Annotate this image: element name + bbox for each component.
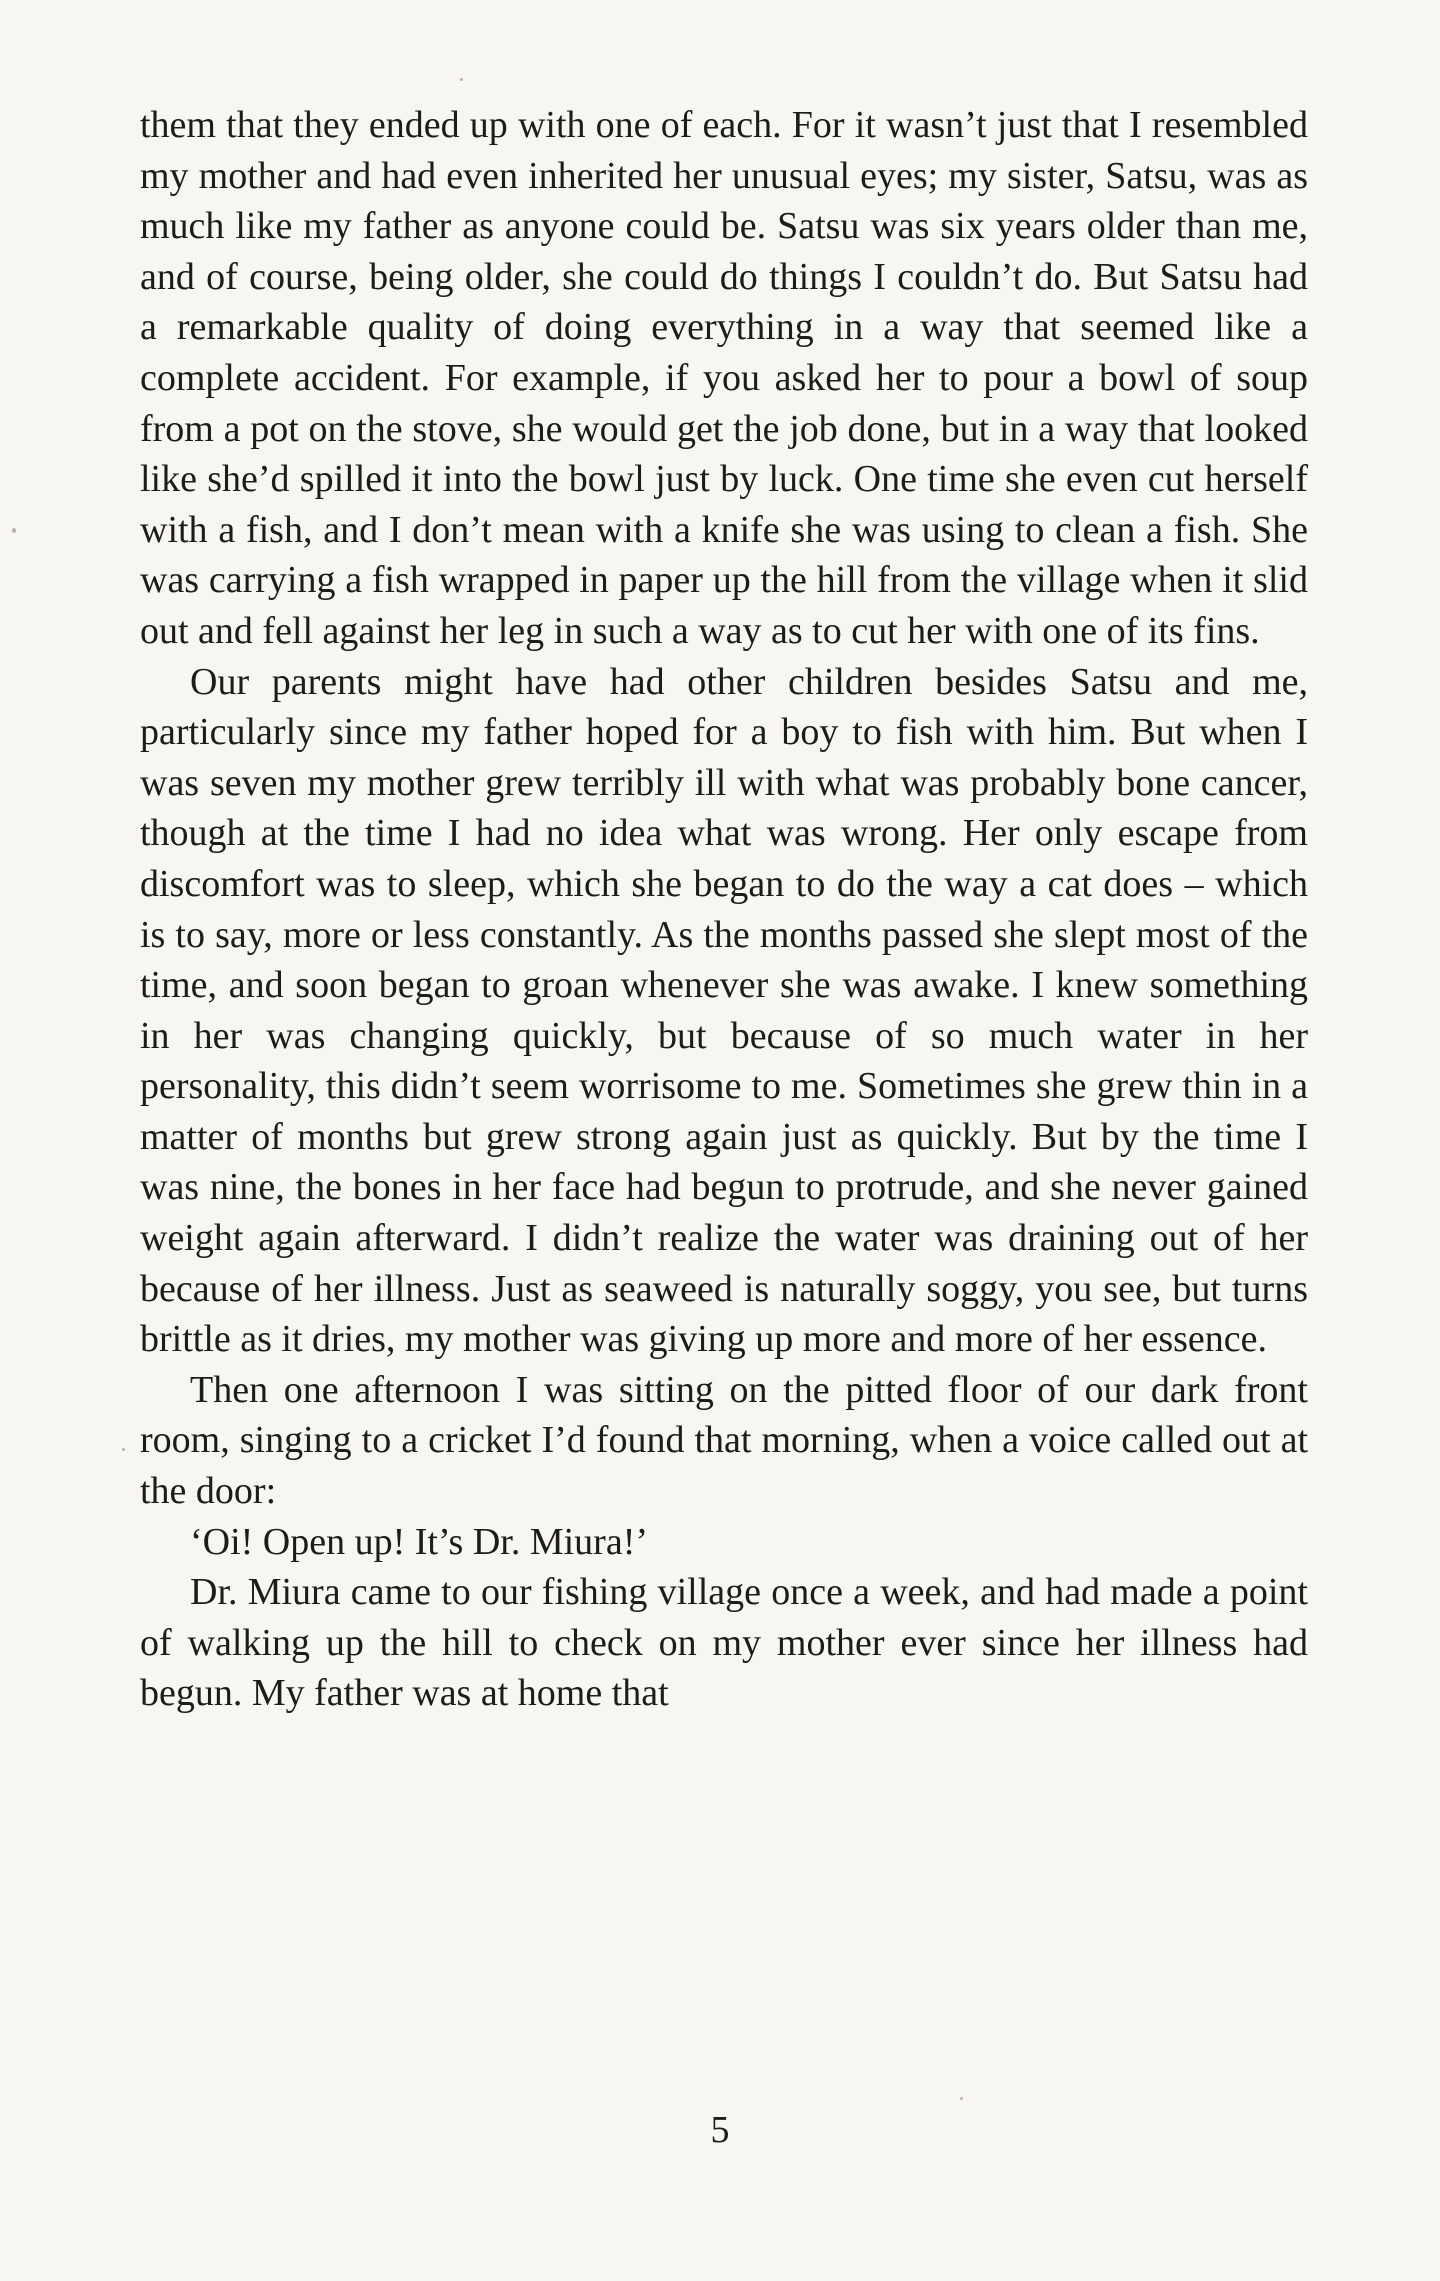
paragraph-4: ‘Oi! Open up! It’s Dr. Miura!’ [190,1520,649,1563]
paper-speck [12,528,16,533]
page-number: 5 [710,2109,730,2151]
body-text [140,100,1308,1719]
paper-speck [122,1448,125,1451]
paper-speck [960,2097,963,2100]
paragraph-2: Our parents might have had other children besides Satsu and me, particularly since my father hoped for a boy to fish with him. But when I was seven my mother grew terribly ill with what was probably bone cancer, though at the time I had no idea what was wrong. Her only escape from discomfort was to sleep, which she began to do the way a cat does – which is to say, more or less constantly. As the months passed she slept most of the time, and soon began to groan whenever she was awake. I knew something in her was changing quickly, but because of so much water in her personality, this didn’t seem worrisome to me. Sometimes she grew thin in a matter of months but grew strong again just as quickly. But by the time I was nine, the bones in her face had begun to protrude, and she never gained weight again afterward. I didn’t realize the water was draining out of her because of her illness. Just as seaweed is naturally soggy, you see, but turns brittle as it dries, my mother was giving up more and more of her essence. [140,660,1308,1361]
paragraph-5: Dr. Miura came to our fishing village once a week, and had made a point of walking up the hill to check on my mother ever since her illness had begun. My father was at home that [140,1571,1308,1715]
paragraph-1: them that they ended up with one of each. For it wasn’t just that I resembled my mother and had even inherited her unusual eyes; my sister, Satsu, was as much like my father as anyone could be. Satsu was six years older than me, and of course, being older, she could do things I couldn’t do. But Satsu had a remarkable quality of doing everything in a way that seemed like a complete accident. For example, if you asked her to pour a bowl of soup from a pot on the stove, she would get the job done, but in a way that looked like she’d spilled it into the bowl just by luck. One time she even cut herself with a fish, and I don’t mean with a knife she was using to clean a fish. She was carrying a fish wrapped in paper up the hill from the village when it slid out and fell against her leg in such a way as to cut her with one of its fins. [140,104,1308,652]
paper-speck [460,78,463,81]
paragraph-3: Then one afternoon I was sitting on the pitted floor of our dark front room, singing to a cricket I’d found that morning, when a voice called out at the door: [140,1368,1308,1513]
